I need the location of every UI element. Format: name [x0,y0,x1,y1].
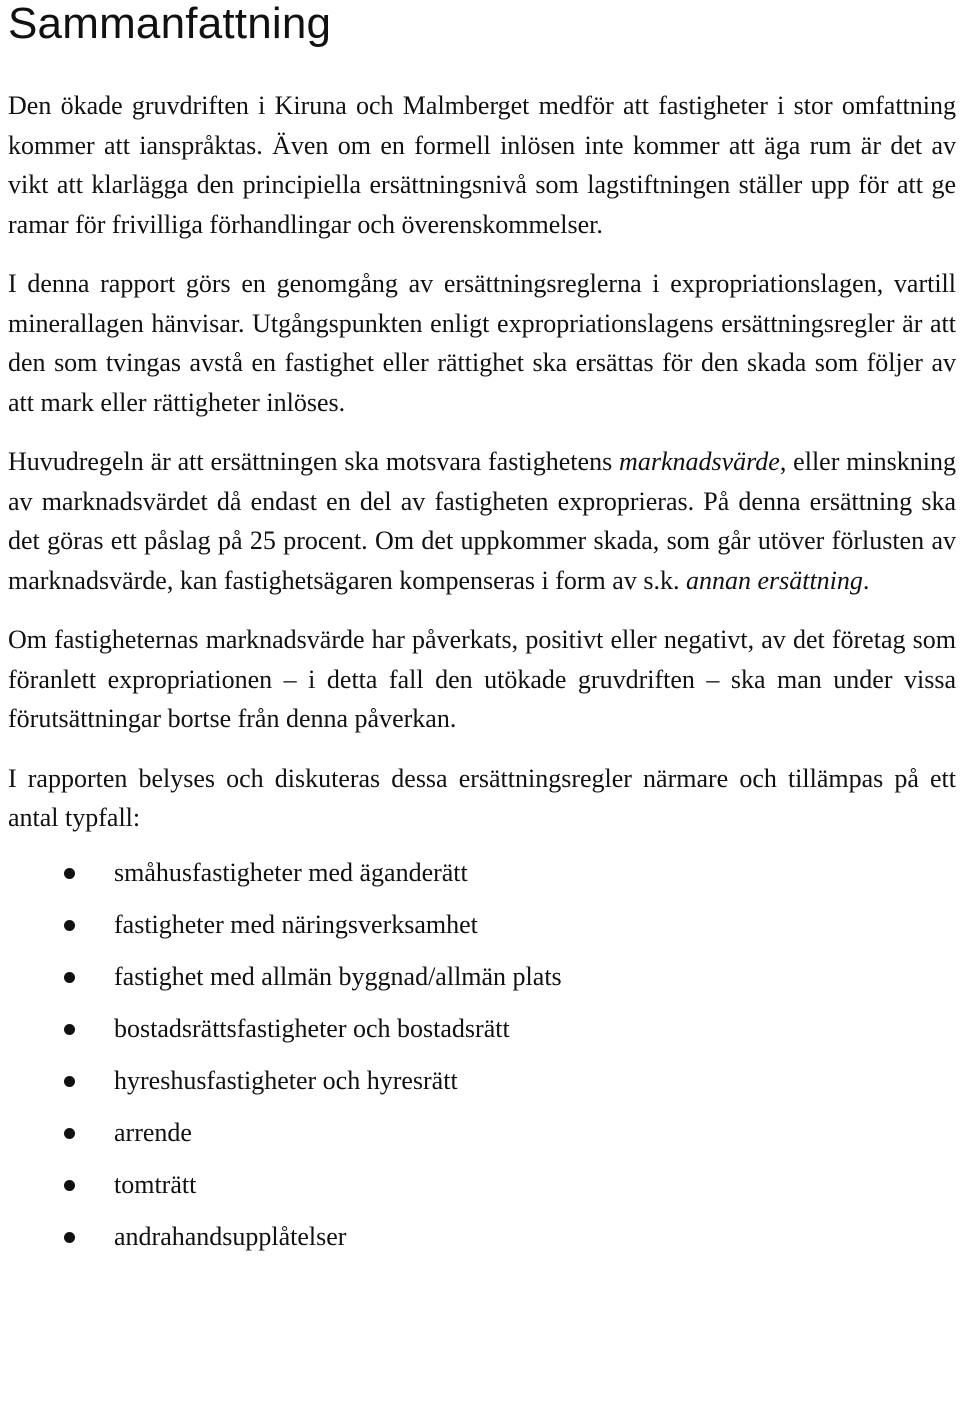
paragraph-market-impact: Om fastigheternas marknadsvärde har påverkats, positivt eller negativt, av det företag som föranlett expropriationen – i detta fall den utökade gruvdriften – ska man under vissa förutsättningar bortse från denna påverkan. [8,625,956,733]
term-market-value: marknadsvärde [619,447,780,476]
document-body [8,86,956,1274]
paragraph-report-scope: I denna rapport görs en genomgång av ersättningsreglerna i expropriationslagen, vartill minerallagen hänvisar. Utgångspunkten enligt expropriationslagens ersättningsregler är att den som tvingas avstå en fastighet eller rättighet ska ersättas för den skada som följer av att mark eller rättigheter inlöses. [8,269,956,417]
bullet-icon [64,1128,75,1139]
list-item [8,1066,956,1118]
bullet-icon [64,1024,75,1035]
list-item-label: bostadsrättsfastigheter och bostadsrätt [114,1013,510,1043]
paragraph-intro: Den ökade gruvdriften i Kiruna och Malmberget medför att fastigheter i stor omfattning kommer att ianspråktas. Även om en formell inlösen inte kommer att äga rum är det av vikt att klarlägga den principiella ersättningsnivå som lagstiftningen ställer upp för att ge ramar för frivilliga förhandlingar och överenskommelser. [8,91,956,239]
bullet-icon [64,1180,75,1191]
bullet-icon [64,868,75,879]
paragraph-main-rule-text-a: Huvudregeln är att ersättningen ska motsvara fastighetens [8,447,620,476]
bullet-icon [64,972,75,983]
list-item-label: hyreshusfastigheter och hyresrätt [114,1065,458,1095]
paragraph-main-rule-text-c: . [862,565,870,595]
paragraph-main-rule [8,442,956,600]
list-item [8,1014,956,1066]
bullet-icon [64,920,75,931]
paragraph-main-rule-text-b: , eller minskning av marknadsvärdet då endast en del av fastigheten exproprieras. På denna ersättning ska det göras ett påslag på 25 procent. Om det uppkommer skada, som går utöver förlusten av marknadsvärde, kan fastighetsägaren kompenseras i form av s.k. [8,447,957,595]
list-item-label: tomträtt [114,1169,197,1199]
list-item-label: fastigheter med näringsverksamhet [114,909,478,939]
bullet-icon [64,1076,75,1087]
case-list [8,858,956,1274]
paragraph-case-intro: I rapporten belyses och diskuteras dessa ersättningsregler närmare och tillämpas på ett antal typfall: [8,763,956,832]
term-other-compensation: annan ersättning [685,565,863,595]
list-item-label: andrahandsupplåtelser [114,1221,347,1251]
list-item [8,1118,956,1170]
list-item [8,910,956,962]
list-item [8,1170,956,1222]
list-item-label: småhusfastigheter med äganderätt [114,857,468,887]
list-item [8,1222,956,1274]
list-item-label: fastighet med allmän byggnad/allmän plats [114,961,562,991]
bullet-icon [64,1232,75,1243]
page-title: Sammanfattning [8,0,332,48]
list-item [8,858,956,910]
list-item-label: arrende [114,1117,192,1147]
list-item [8,962,956,1014]
